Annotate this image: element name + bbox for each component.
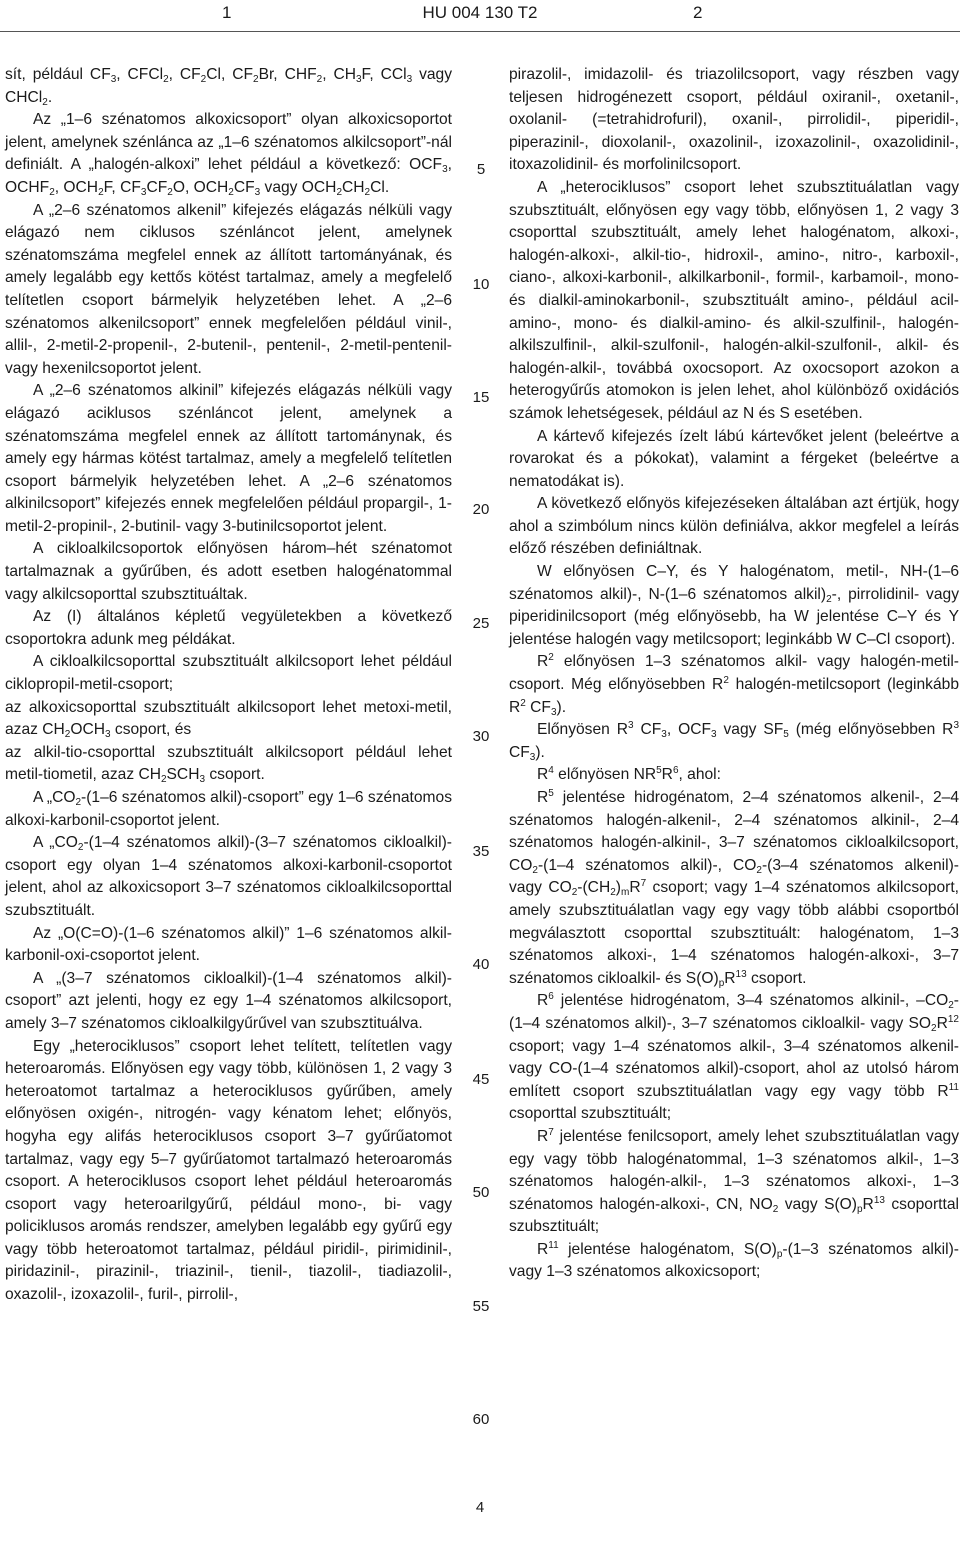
paragraph: A kártevő kifejezés ízelt lábú kártevőket jelent (beleértve a rovarokat és a pókokat), valamint a férgeket (beleértve a nematodákat is). — [509, 427, 959, 490]
line-number: 40 — [472, 956, 490, 973]
right-column — [509, 64, 959, 1284]
paragraph: $R^{11}$ jelentése halogénatom, $S(O)_p-(1-3$ szénatomos alkil)- vagy 1–3 szénatomos alkoxicsoport; — [509, 1239, 959, 1281]
left-column — [5, 64, 452, 1307]
line-number: 5 — [476, 161, 486, 178]
paragraph: Egy „heterociklusos” csoport lehet telített, telítetlen vagy heteroaromás. Előnyösen egy vagy több, különösen 1, 2 vagy 3 heteroatomot tartalmaz a heterociklusos gyűrűben, amely előnyösen oxigén-, nitrogén- vagy kénatom lehet; előnyös, hogyha egy alifás heterociklusos csoport 3–7 gyűrűatomot tartalmaz, vagy egy 5–7 gyűrűatomot tartalmazó heteroaromás csoport. A heterociklusos csoport lehet például heteroaromás csoport vagy heteroarilgyűrű, például mono-, bi- vagy policiklusos aromás rendszer, amelyben legalább egy gyűrű egy vagy több heteroatomot tartalmaz, például piridil-, pirimidinil-, piridazinil-, pirazinil-, triazinil-, tienil-, tiazolil-, tiadiazolil-, oxazolil-, izoxazolil-, furil-, pirrolil-, — [5, 1037, 452, 1304]
paragraph: $R^6$ jelentése hidrogénatom, 3–4 szénatomos alkinil-, $-CO_2-(1-4$ szénatomos alkil)-, 3–7 szénatomos cikloalkil- vagy $SO_2R^{12}$ csoport; vagy 1–4 szénatomos alkil-, 3–4 szénatomos alkenil- vagy CO-(1–4 szénatomos alkil)-csoport, ahol az utolsó három említett csoport szubsztituálatlan vagy egy vagy több $R^{11}$ csoporttal szubsztituált; — [509, 991, 959, 1123]
document-id: HU 004 130 T2 — [422, 3, 538, 22]
line-number: 55 — [472, 1298, 490, 1315]
paragraph: Az „1–6 szénatomos alkoxicsoport” olyan alkoxicsoportot jelent, amelynek szénlánca az „1–6 szénatomos alkilcsoport”-nál definiált. A „halogén-alkoxi” lehet például a következő: $OCF_3$, $OCHF_2$, $OCH_2F$, $CF_3CF_2O$, $OCH_2CF_3$ vagy $OCH_2CH_2Cl$. — [5, 111, 452, 198]
paragraph: A „2–6 szénatomos alkinil” kifejezés elágazás nélküli vagy elágazó aciklusos szénláncot jelent, amelynek a szénatomszáma megfelel ennek az állított tartománynak, és amely egy hármas kötést tartalmaz, amely a megfelelő telítetlen csoport bármelyik helyzetében lehet. A „2–6 szénatomos alkinilcsoport” kifejezés ennek megfelelően például propargil-, 1-metil-2-propinil-, 2-butinil- vagy 3-butinilcsoportot jelent. — [5, 382, 452, 535]
paragraph: A cikloalkilcsoportok előnyösen három–hét szénatomot tartalmaznak a gyűrűben, és adott esetben halogénatommal vagy alkilcsoporttal szubsztituáltak. — [5, 540, 452, 603]
paragraph: A „2–6 szénatomos alkenil” kifejezés elágazás nélküli vagy elágazó nem ciklusos szénláncot jelent, amelynek szénatomszáma megfelel ennek az állított tartományának, és amely legalább egy kettős kötést tartalmaz, amely a megfelelő telítetlen csoport bármelyik helyzetében lehet. A „2–6 szénatomos alkenilcsoport” ennek megfelelően például vinil-, allil-, 2-metil-2-propenil-, 2-butenil-, pentenil-, 2-metil-pentenil- vagy hexenilcsoportot jelent. — [5, 201, 452, 377]
right-page-number: 2 — [693, 3, 703, 22]
paragraph: Az „O(C=O)-(1–6 szénatomos alkil)” 1–6 szénatomos alkil-karbonil-oxi-csoportot jelent. — [5, 924, 452, 965]
line-number: 35 — [472, 843, 490, 860]
paragraph: A „(3–7 szénatomos cikloalkil)-(1–4 szénatomos alkil)-csoport” azt jelenti, hogy ez egy 1–4 szénatomos alkilcsoport, amely 3–7 szénatomos cikloalkilgyűrűvel van szubsztituálva. — [5, 969, 452, 1032]
line-number: 20 — [472, 501, 490, 518]
left-page-number: 1 — [222, 3, 232, 22]
paragraph: W előnyösen C–Y, és Y halogénatom, metil-, NH-(1–6 szénatomos alkil)-, N-(1–6 szénatomos $alkil)_2-$, pirrolidinil- vagy piperidinilcsoport (még előnyösebb, ha W jelentése C–Y és Y jelentése halogén vagy metilcsoport; leginkább W C–Cl csoport). — [509, 563, 959, 648]
line-number: 15 — [472, 389, 490, 406]
line-number: 50 — [472, 1184, 490, 1201]
paragraph: Az (I) általános képletű vegyületekben a következő csoportokra adunk meg példákat. — [5, 608, 452, 648]
paragraph: az alkoxicsoporttal szubsztituált alkilcsoport lehet metoxi-metil, azaz $CH_2OCH_3$ csoport, és — [5, 698, 452, 741]
line-number: 10 — [472, 276, 490, 293]
paragraph: pirazolil-, imidazolil- és triazolilcsoport, vagy részben vagy teljesen hidrogénezett csoport, például oxiranil-, oxetanil-, oxolanil- (=tetrahidrofuril), oxanil-, pirrolidil-, piperidil-, piperazinil-, dioxolanil-, oxazolinil-, izoxazolinil-, oxazolidinil-, itoxazolidinil- és morfolinilcsoport. — [509, 66, 959, 174]
line-number: 25 — [472, 615, 490, 632]
paragraph: $R^7$ jelentése fenilcsoport, amely lehet szubsztituálatlan vagy egy vagy több halogénatommal, 1–3 szénatomos alkil-, 1–3 szénatomos halogén-alkil-, 1–3 szénatomos alkoxi-, 1–3 szénatomos halogén-alkoxi-, CN, $NO_2$ vagy $S(O)_pR^{13}$ csoporttal szubsztituált; — [509, 1126, 959, 1236]
line-number: 30 — [472, 728, 490, 745]
paragraph: A $„CO_2-(1-6$ szénatomos alkil)-csoport” egy 1–6 szénatomos alkoxi-karbonil-csoportot jelent. — [5, 789, 452, 829]
line-number: 45 — [472, 1071, 490, 1088]
paragraph: A $„CO_2-(1-4$ szénatomos alkil)-(3–7 szénatomos cikloalkil)-csoport egy olyan 1–4 szénatomos alkoxi-karbonil-csoportot jelent, ahol az alkoxicsoport 3–7 szénatomos cikloalkilcsoporttal szubsztituált. — [5, 834, 452, 919]
line-number: 60 — [472, 1411, 490, 1428]
page-number: 4 — [475, 1499, 485, 1516]
paragraph: $R^5$ jelentése hidrogénatom, 2–4 szénatomos alkenil-, 2–4 szénatomos halogén-alkenil-, 2–4 szénatomos alkinil-, 2–4 szénatomos halogén-alkinil-, 3–7 szénatomos cikloalkilcsoport, $CO_2-(1-4$ szénatomos alkil)-, $CO_2-(3-4$ szénatomos alkenil)- vagy $CO_2-(CH_2)_mR^7$ csoport; vagy 1–4 szénatomos alkilcsoport, amely szubsztituálatlan vagy egy vagy több alábbi csoportból megválasztott csoporttal szubsztituált: halogénatom, 1–3 szénatomos alkoxi-, 1–4 szénatomos halogén-alkoxi-, 3–7 szénatomos cikloalkil- és $S(O)_pR^{13}$ csoport. — [509, 788, 959, 989]
paragraph: $R^2$ előnyösen 1–3 szénatomos alkil- vagy halogén-metil-csoport. Még előnyösebben $R^2$ halogén-metilcsoport (leginkább $R^2$ $CF_3$). — [509, 652, 959, 718]
paragraph: $R^4$ előnyösen $NR^5R^6$, ahol: — [537, 765, 721, 784]
paragraph: A cikloalkilcsoporttal szubsztituált alkilcsoport lehet például ciklopropil-metil-csoport; — [5, 653, 452, 694]
paragraph: A „heterociklusos” csoport lehet szubsztituálatlan vagy szubsztituált, előnyösen egy vagy több, előnyösen 1, 2 vagy 3 csoporttal szubsztituált, amely lehet halogénatom, alkoxi-, halogén-alkoxi-, alkil-tio-, hidroxil-, amino-, nitro-, karboxil-, ciano-, alkoxi-karbonil-, alkilkarbonil-, formil-, karbamoil-, mono- és dialkil-aminokarbonil-, szubsztituált amino-, például acil-amino-, mono- és dialkil-amino- és alkil-szulfinil-, halogén-alkilszulfinil-, alkil-szulfonil-, halogén-alkil-szulfonil-, alkil- és halogén-alkil-, továbbá oxocsoport. Az oxocsoport azokon a heterogyűrűs atomokon is jelen lehet, ahol különböző oxidációs számok lehetségesek, például az N és S esetében. — [509, 178, 959, 422]
header-rule — [0, 31, 960, 32]
paragraph: sít, például $CF_3$, CFCl$_2$, $CF_2Cl$, $CF_2Br$, $CHF_2$, $CH_3F$, CCl$_3$ vagy CHCl$_2$. — [5, 66, 453, 108]
paragraph: Előnyösen $R^3$ $CF_3$, $OCF_3$ vagy $SF_5$ (még előnyösebben $R^3$ $CF_3$). — [509, 720, 960, 763]
paragraph: A következő előnyös kifejezéseken általában azt értjük, hogy ahol a szimbólum nincs külön definiálva, akkor megfelel a leírás előző részében definiáltnak. — [509, 495, 959, 558]
paragraph: az alkil-tio-csoporttal szubsztituált alkilcsoport például lehet metil-tiometil, azaz $CH_2SCH_3$ csoport. — [5, 743, 452, 786]
